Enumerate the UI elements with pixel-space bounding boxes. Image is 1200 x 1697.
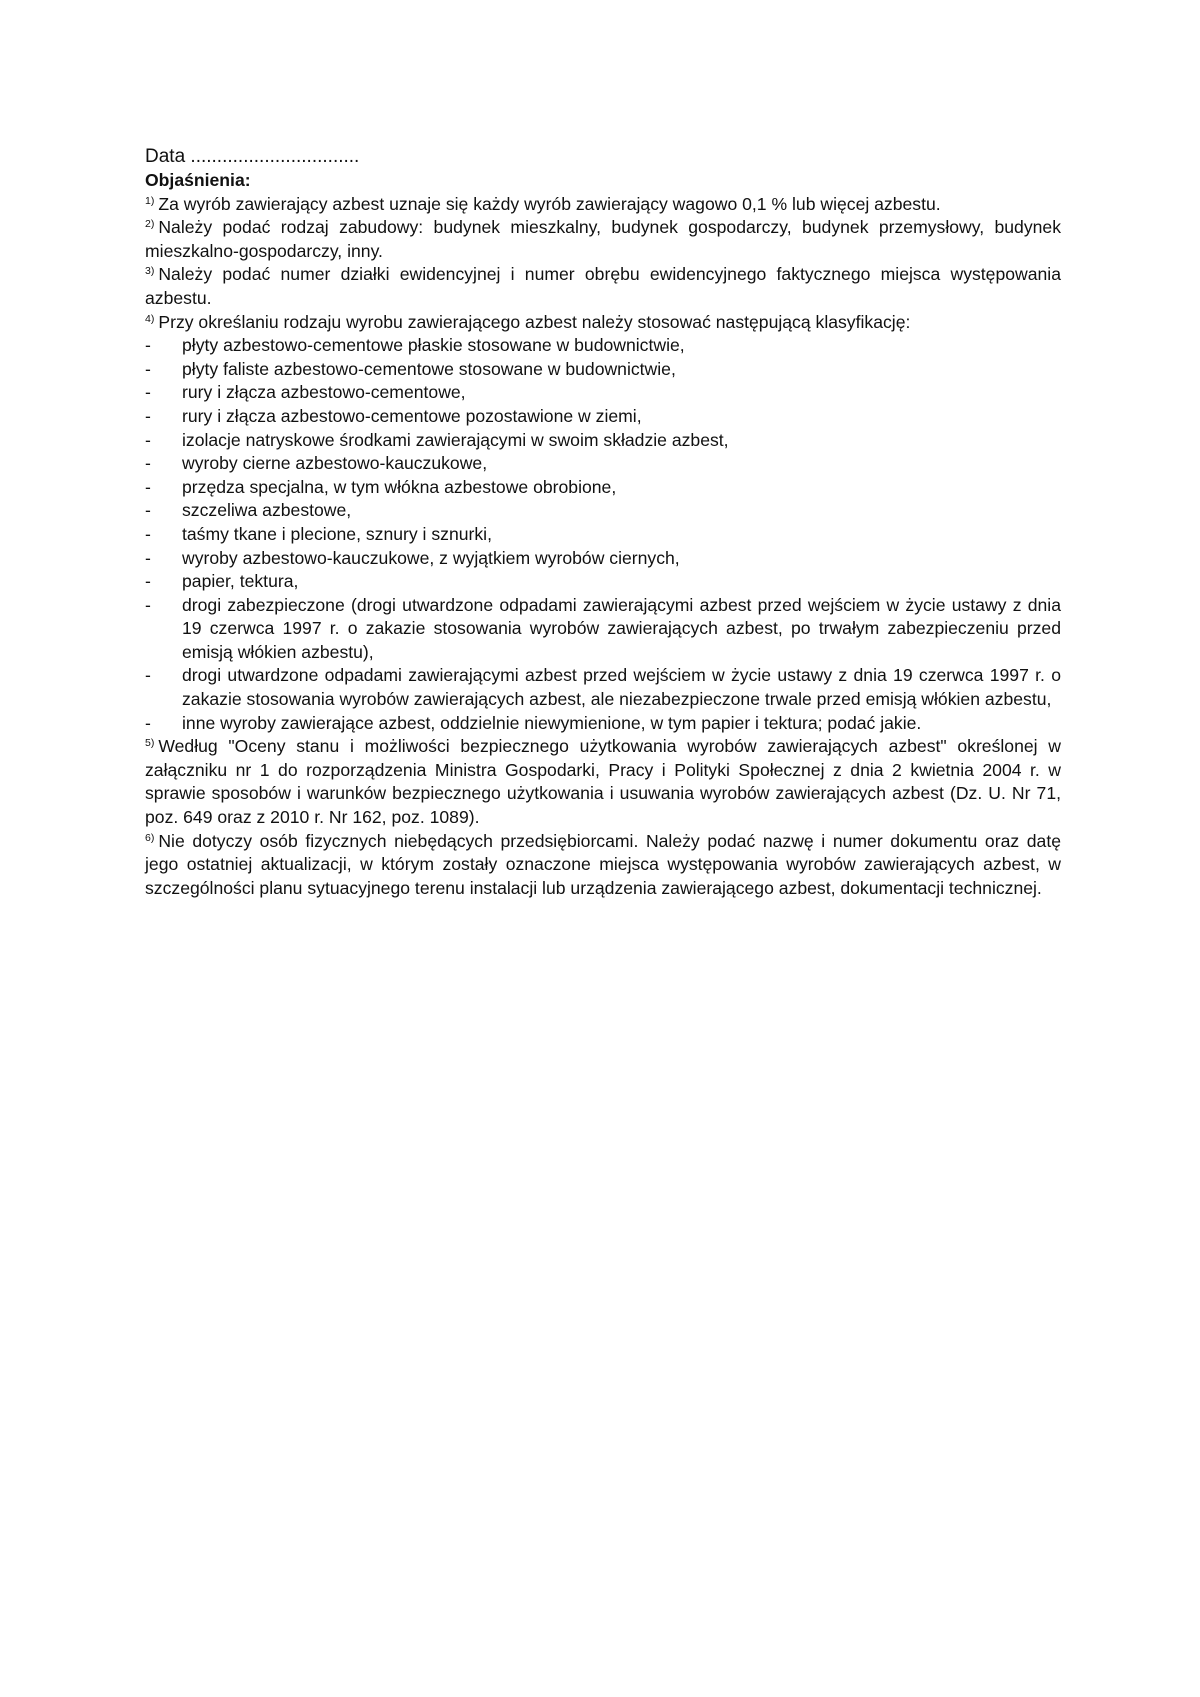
note-text: Przy określaniu rodzaju wyrobu zawierającego azbest należy stosować następującą klasyfikację:	[158, 311, 911, 332]
list-dash: -	[145, 594, 151, 615]
list-item	[145, 358, 1061, 382]
list-item	[145, 664, 1061, 711]
list-dash: -	[145, 335, 151, 356]
list-item-text: wyroby azbestowo-kauczukowe, z wyjątkiem wyrobów ciernych,	[182, 547, 680, 568]
list-item	[145, 405, 1061, 429]
note-1	[145, 193, 1061, 217]
list-item-text: drogi zabezpieczone (drogi utwardzone odpadami zawierającymi azbest przed wejściem w życie ustawy z dnia 19 czerwca 1997 r. o zakazie stosowania wyrobów zawierających azbest, po trwałym zabezpieczeniu przed emisją włókien azbestu),	[182, 594, 1061, 662]
list-item	[145, 381, 1061, 405]
note-6	[145, 830, 1061, 901]
note-text: Za wyrób zawierający azbest uznaje się każdy wyrób zawierający wagowo 0,1 % lub więcej azbestu.	[158, 193, 941, 214]
date-line: Data ................................	[145, 146, 360, 167]
list-item	[145, 570, 1061, 594]
note-marker: 3)	[145, 265, 155, 278]
note-2	[145, 216, 1061, 263]
list-item-text: drogi utwardzone odpadami zawierającymi azbest przed wejściem w życie ustawy z dnia 19 czerwca 1997 r. o zakazie stosowania wyrobów zawierających azbest, ale niezabezpieczone trwale przed emisją włókien azbestu,	[182, 665, 1061, 710]
note-marker: 6)	[145, 831, 155, 844]
list-item	[145, 594, 1061, 665]
list-dash: -	[145, 453, 151, 474]
note-marker: 2)	[145, 218, 155, 231]
list-item	[145, 523, 1061, 547]
list-item-text: płyty azbestowo-cementowe płaskie stosowane w budownictwie,	[182, 335, 685, 356]
list-dash: -	[145, 358, 151, 379]
list-dash: -	[145, 665, 151, 686]
note-5	[145, 735, 1061, 829]
note-3	[145, 263, 1061, 310]
list-dash: -	[145, 571, 151, 592]
note-4	[145, 311, 1061, 335]
document-page	[145, 145, 1061, 900]
list-dash: -	[145, 500, 151, 521]
list-item	[145, 712, 1061, 736]
note-text: Nie dotyczy osób fizycznych niebędących przedsiębiorcami. Należy podać nazwę i numer dokumentu oraz datę jego ostatniej aktualizacji, w którym zostały oznaczone miejsca występowania wyrobów zawierających azbest, w szczególności planu sytuacyjnego terenu instalacji lub urządzenia zawierającego azbest, dokumentacji technicznej.	[145, 830, 1061, 898]
list-item	[145, 429, 1061, 453]
list-item-text: papier, tektura,	[182, 571, 299, 592]
list-item-text: rury i złącza azbestowo-cementowe,	[182, 382, 466, 403]
list-item-text: płyty faliste azbestowo-cementowe stosowane w budownictwie,	[182, 358, 676, 379]
note-marker: 4)	[145, 312, 155, 325]
list-item	[145, 334, 1061, 358]
list-item	[145, 499, 1061, 523]
list-dash: -	[145, 523, 151, 544]
list-item	[145, 452, 1061, 476]
note-text: Według "Oceny stanu i możliwości bezpiecznego użytkowania wyrobów zawierających azbest" określonej w załączniku nr 1 do rozporządzenia Ministra Gospodarki, Pracy i Polityki Społecznej z dnia 2 kwietnia 2004 r. w sprawie sposobów i warunków bezpiecznego użytkowania i usuwania wyrobów zawierających azbest (Dz. U. Nr 71, poz. 649 oraz z 2010 r. Nr 162, poz. 1089).	[145, 736, 1061, 828]
list-item-text: inne wyroby zawierające azbest, oddzielnie niewymienione, w tym papier i tektura; podać jakie.	[182, 712, 922, 733]
classification-list	[145, 334, 1061, 735]
list-dash: -	[145, 429, 151, 450]
note-marker: 1)	[145, 194, 155, 207]
list-item-text: szczeliwa azbestowe,	[182, 500, 352, 521]
explanations-heading: Objaśnienia:	[145, 170, 251, 190]
list-item	[145, 547, 1061, 571]
list-item-text: izolacje natryskowe środkami zawierającymi w swoim składzie azbest,	[182, 429, 729, 450]
list-dash: -	[145, 405, 151, 426]
list-dash: -	[145, 712, 151, 733]
list-item-text: wyroby cierne azbestowo-kauczukowe,	[182, 453, 488, 474]
list-item	[145, 476, 1061, 500]
note-marker: 5)	[145, 737, 155, 750]
list-dash: -	[145, 476, 151, 497]
note-text: Należy podać rodzaj zabudowy: budynek mieszkalny, budynek gospodarczy, budynek przemysłowy, budynek mieszkalno-gospodarczy, inny.	[145, 217, 1061, 261]
list-dash: -	[145, 547, 151, 568]
list-item-text: rury i złącza azbestowo-cementowe pozostawione w ziemi,	[182, 405, 642, 426]
list-item-text: taśmy tkane i plecione, sznury i sznurki,	[182, 523, 492, 544]
list-dash: -	[145, 382, 151, 403]
note-text: Należy podać numer działki ewidencyjnej i numer obrębu ewidencyjnego faktycznego miejsca występowania azbestu.	[145, 264, 1061, 308]
list-item-text: przędza specjalna, w tym włókna azbestowe obrobione,	[182, 476, 617, 497]
